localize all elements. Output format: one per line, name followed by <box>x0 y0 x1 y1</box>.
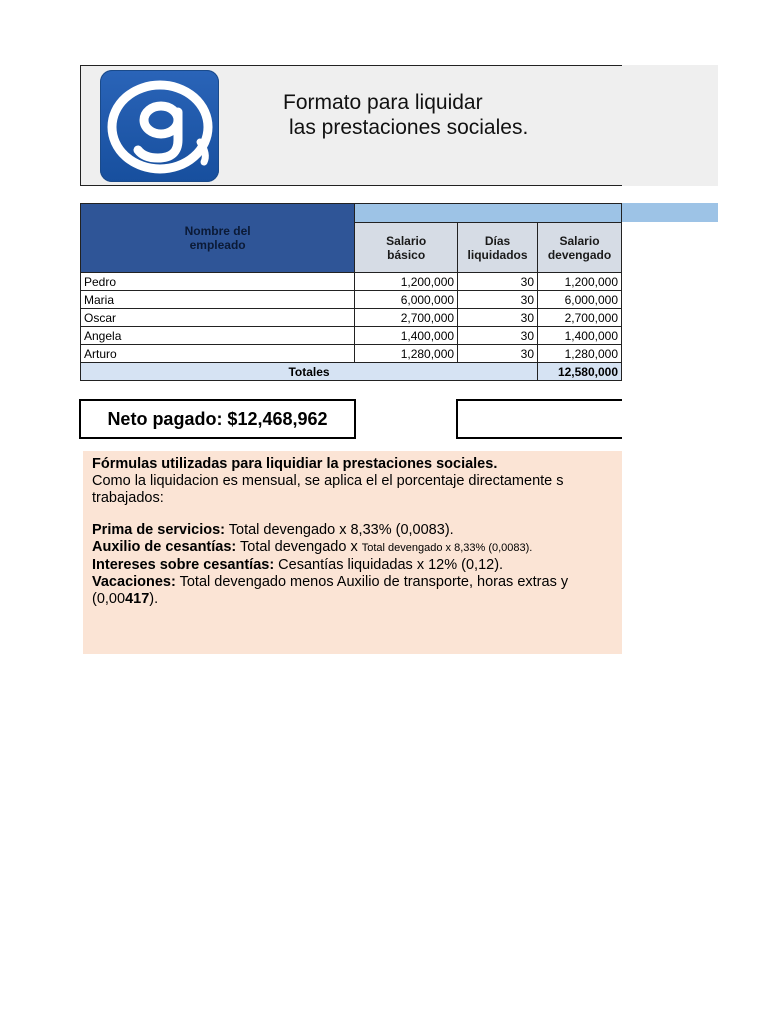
cell-name: Pedro <box>81 273 355 291</box>
cell-dias: 30 <box>458 327 538 345</box>
table-row <box>81 309 622 327</box>
column-header-devengado: Salario devengado <box>538 223 622 273</box>
cell-salario: 6,000,000 <box>355 291 458 309</box>
table-row <box>81 273 622 291</box>
g-logo-icon <box>100 70 219 182</box>
formulas-intro-line-1: Como la liquidacion es mensual, se aplica el el porcentaje directamente s <box>92 473 564 489</box>
formula-prima: Prima de servicios: Total devengado x 8,33% (0,0083). <box>92 522 454 538</box>
cell-dias: 30 <box>458 273 538 291</box>
formula-auxilio: Auxilio de cesantías: Total devengado x Total devengado x 8,33% (0,0083). <box>92 539 533 555</box>
cell-devengado: 1,200,000 <box>538 273 622 291</box>
logo <box>100 70 219 182</box>
page-title <box>283 90 528 140</box>
column-header-salario: Salario básico <box>355 223 458 273</box>
cell-salario: 1,200,000 <box>355 273 458 291</box>
totals-row <box>81 363 622 381</box>
cell-name: Oscar <box>81 309 355 327</box>
formula-vacaciones: Vacaciones: Total devengado menos Auxilio de transporte, horas extras y <box>92 574 569 590</box>
table-row <box>81 345 622 363</box>
formula-vacaciones-tail: (0,00417). <box>92 591 159 607</box>
cell-dias: 30 <box>458 309 538 327</box>
cell-name: Angela <box>81 327 355 345</box>
cell-devengado: 2,700,000 <box>538 309 622 327</box>
cell-dias: 30 <box>458 345 538 363</box>
cell-name: Arturo <box>81 345 355 363</box>
neto-pagado-text: Neto pagado: $12,468,962 <box>107 408 328 429</box>
cell-devengado: 1,280,000 <box>538 345 622 363</box>
empty-box <box>456 399 622 439</box>
table-row <box>81 291 622 309</box>
cell-dias: 30 <box>458 291 538 309</box>
cell-salario: 1,280,000 <box>355 345 458 363</box>
title-line-1: Formato para liquidar <box>283 91 483 114</box>
neto-pagado-box <box>79 399 356 439</box>
totals-label: Totales <box>81 363 538 381</box>
cell-salario: 1,400,000 <box>355 327 458 345</box>
cell-salario: 2,700,000 <box>355 309 458 327</box>
formulas-heading: Fórmulas utilizadas para liquidiar la prestaciones sociales. <box>92 456 498 472</box>
table-row <box>81 327 622 345</box>
formula-intereses: Intereses sobre cesantías: Cesantías liquidadas x 12% (0,12). <box>92 557 504 573</box>
cell-name: Maria <box>81 291 355 309</box>
title-line-2: las prestaciones sociales. <box>289 116 529 139</box>
header-extension <box>622 65 718 186</box>
header-band-cell <box>355 204 622 223</box>
cell-devengado: 6,000,000 <box>538 291 622 309</box>
column-header-dias: Días liquidados <box>458 223 538 273</box>
column-header-name: Nombre del empleado <box>81 204 355 273</box>
employees-table <box>80 203 622 381</box>
cell-devengado: 1,400,000 <box>538 327 622 345</box>
formulas-panel <box>83 451 622 654</box>
totals-value: 12,580,000 <box>538 363 622 381</box>
formulas-intro-line-2: trabajados: <box>92 490 164 506</box>
